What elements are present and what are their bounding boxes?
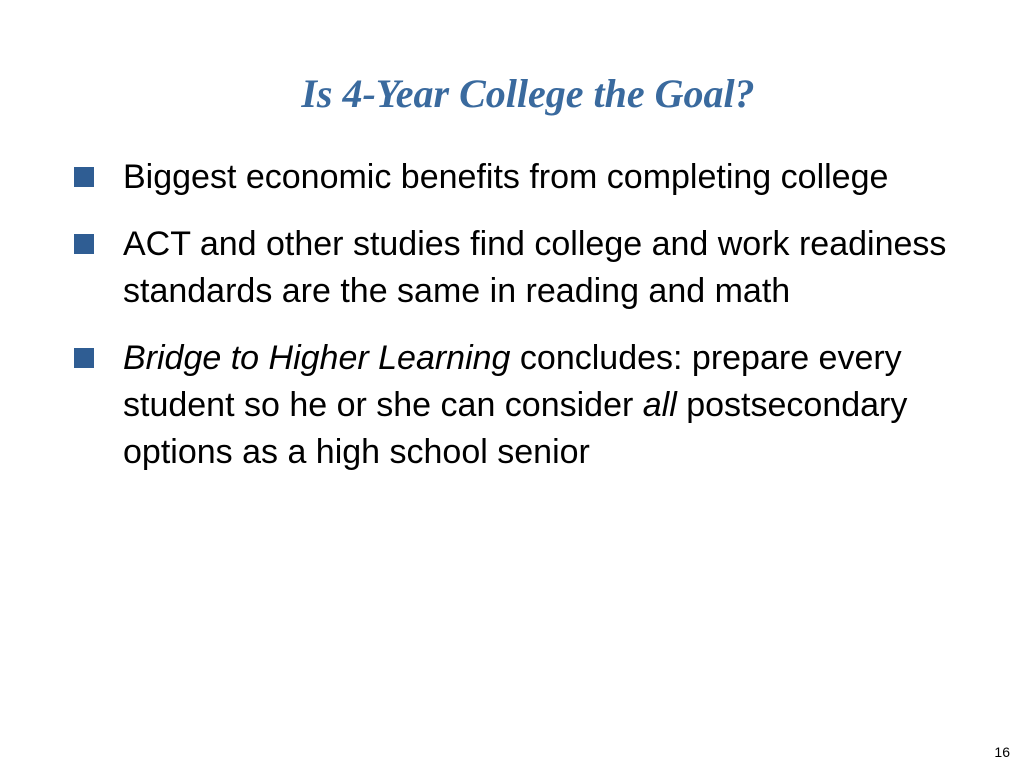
square-bullet-icon	[74, 234, 94, 254]
bullet-list	[72, 154, 972, 496]
slide-title: Is 4-Year College the Goal?	[301, 71, 755, 116]
square-bullet-icon	[74, 348, 94, 368]
emphasis-text: all	[642, 386, 677, 424]
square-bullet-icon	[74, 167, 94, 187]
bullet-text: concludes: prepare every student so he or she can consider	[123, 339, 902, 424]
bullet-text: postsecondary options as a high school senior	[123, 386, 908, 471]
bullet-item-act-studies	[72, 221, 972, 315]
bullet-item-bridge-conclusion	[72, 335, 972, 476]
bullet-item-economic-benefits	[72, 154, 972, 201]
bullet-text: ACT and other studies find college and work readiness standards are the same in reading and math	[123, 225, 947, 310]
bullet-text: Biggest economic benefits from completing college	[123, 158, 889, 196]
report-title-text: Bridge to Higher Learning	[123, 339, 511, 377]
page-number: 16	[994, 744, 1010, 760]
